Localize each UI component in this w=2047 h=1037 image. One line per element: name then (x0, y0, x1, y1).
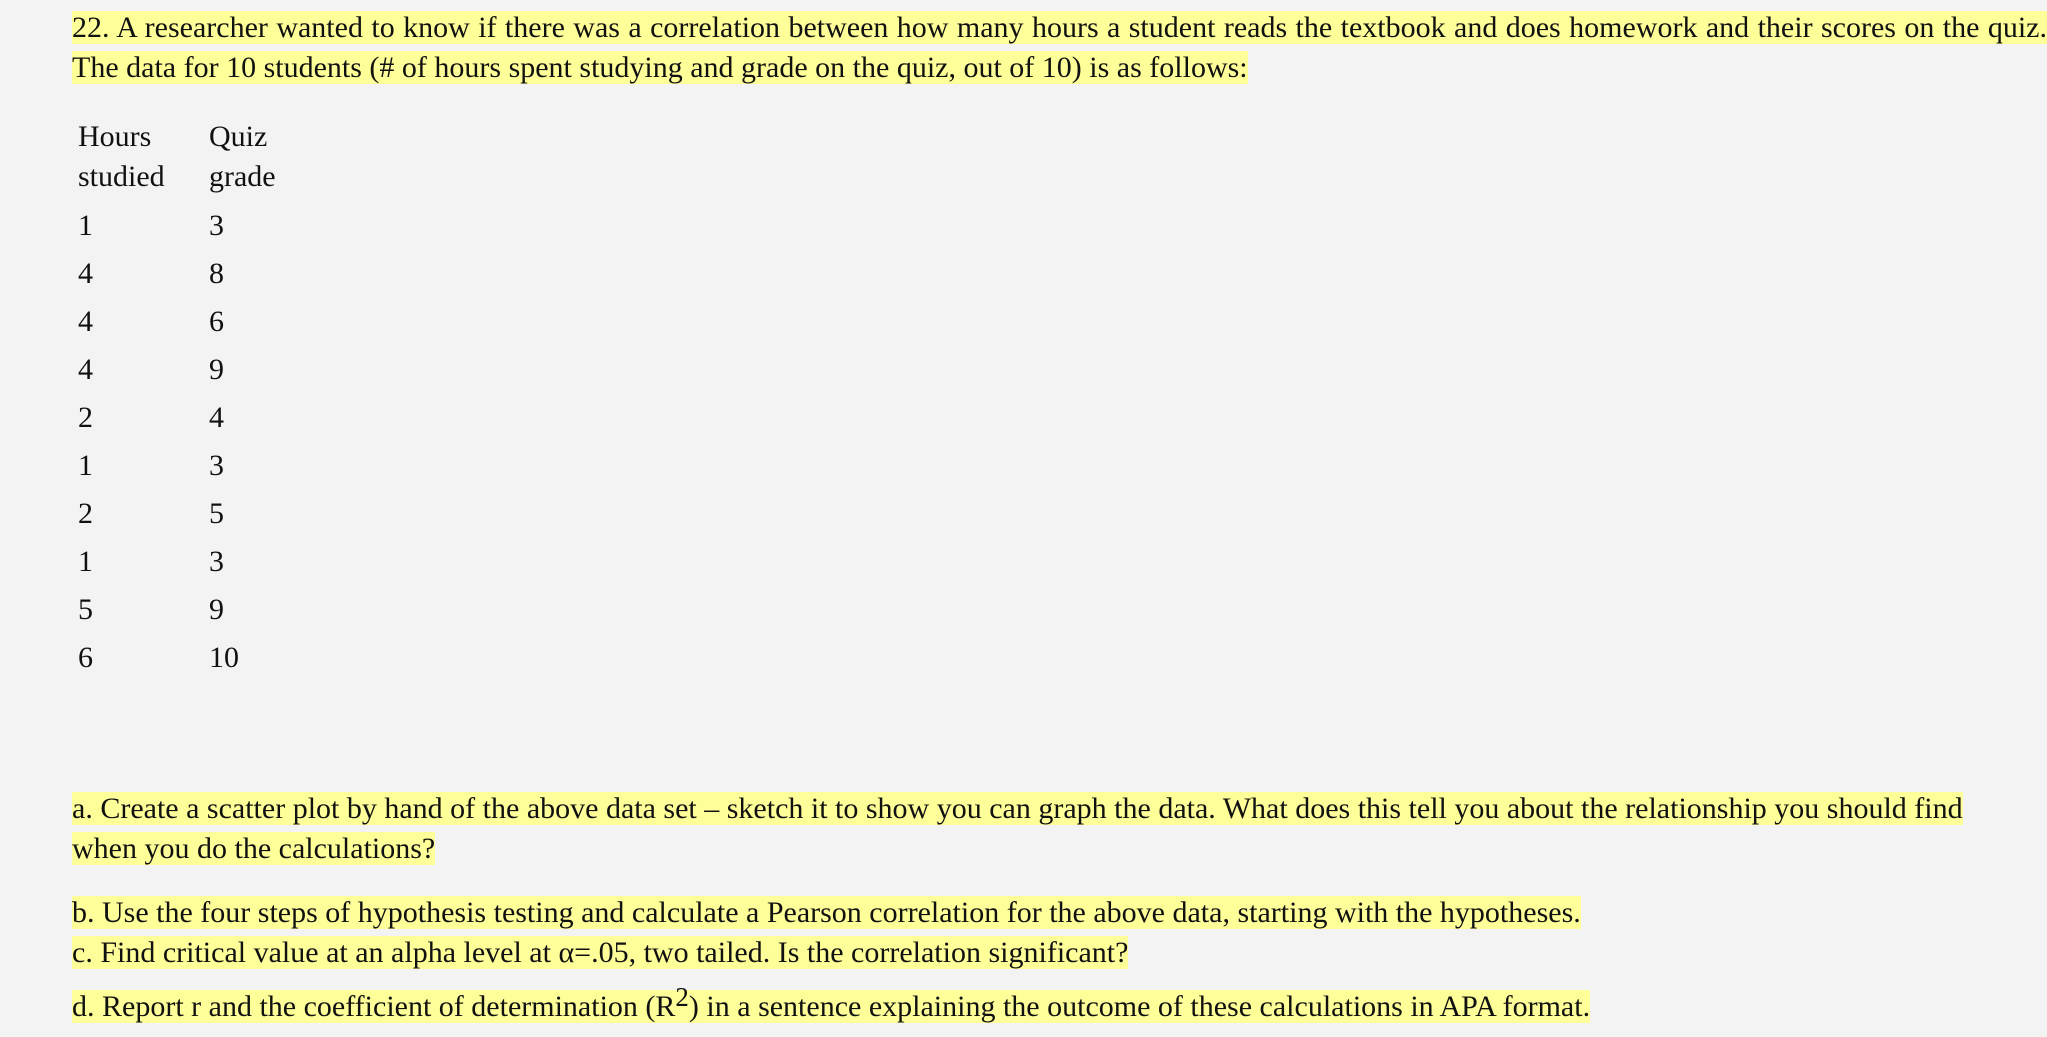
question-intro-text: 22. A researcher wanted to know if there was a correlation between how many hours a student reads the textbook and does homework and their scores on the quiz. The data for 10 students (# of hours spent studying and grade on the quiz, out of 10) is as follows: (72, 11, 2047, 84)
table-row (72, 442, 276, 490)
question-part-b (72, 893, 1581, 933)
question-part-a (72, 789, 2032, 869)
table-row (72, 202, 276, 250)
header-grade-line1: Quiz (209, 120, 268, 153)
cell-grade: 9 (209, 353, 224, 386)
cell-hours: 1 (78, 545, 93, 578)
cell-hours: 1 (78, 209, 93, 242)
cell-grade: 10 (209, 641, 239, 674)
cell-grade: 3 (209, 209, 224, 242)
table-row (72, 538, 276, 586)
cell-hours: 4 (78, 305, 93, 338)
header-hours-line2: studied (78, 160, 165, 193)
part-d-text (72, 982, 1591, 1023)
cell-grade: 4 (209, 401, 224, 434)
table-row (72, 490, 276, 538)
part-d-before: d. Report r and the coefficient of determination (R (72, 990, 676, 1023)
part-d-superscript: 2 (675, 982, 689, 1012)
part-d-after: ) in a sentence explaining the outcome of these calculations in APA format. (688, 990, 1591, 1023)
cell-hours: 6 (78, 641, 93, 674)
cell-hours: 4 (78, 257, 93, 290)
header-grade-line2: grade (209, 160, 276, 193)
cell-grade: 3 (209, 545, 224, 578)
table-row (72, 346, 276, 394)
header-hours-line1: Hours (78, 120, 152, 153)
cell-hours: 2 (78, 401, 93, 434)
cell-grade: 3 (209, 449, 224, 482)
part-b-text: b. Use the four steps of hypothesis testing and calculate a Pearson correlation for the above data, starting with the hypotheses. (72, 896, 1581, 929)
cell-grade: 9 (209, 593, 224, 626)
question-intro (72, 8, 2047, 88)
cell-hours: 1 (78, 449, 93, 482)
cell-hours: 2 (78, 497, 93, 530)
data-table (72, 117, 276, 682)
table-header-row (72, 117, 276, 202)
table-row (72, 394, 276, 442)
table-row (72, 298, 276, 346)
cell-grade: 6 (209, 305, 224, 338)
cell-hours: 5 (78, 593, 93, 626)
header-quiz-grade (203, 117, 276, 202)
cell-grade: 8 (209, 257, 224, 290)
header-hours-studied (72, 117, 203, 202)
question-part-d (72, 982, 1591, 1027)
part-a-text: a. Create a scatter plot by hand of the above data set – sketch it to show you can graph the data. What does this tell you about the relationship you should find when you do the calculations? (72, 792, 1963, 865)
table-row (72, 586, 276, 634)
table-row (72, 250, 276, 298)
cell-grade: 5 (209, 497, 224, 530)
question-part-c (72, 933, 1128, 973)
table-row (72, 634, 276, 682)
cell-hours: 4 (78, 353, 93, 386)
part-c-text: c. Find critical value at an alpha level at α=.05, two tailed. Is the correlation significant? (72, 936, 1129, 969)
table-body (72, 202, 276, 682)
